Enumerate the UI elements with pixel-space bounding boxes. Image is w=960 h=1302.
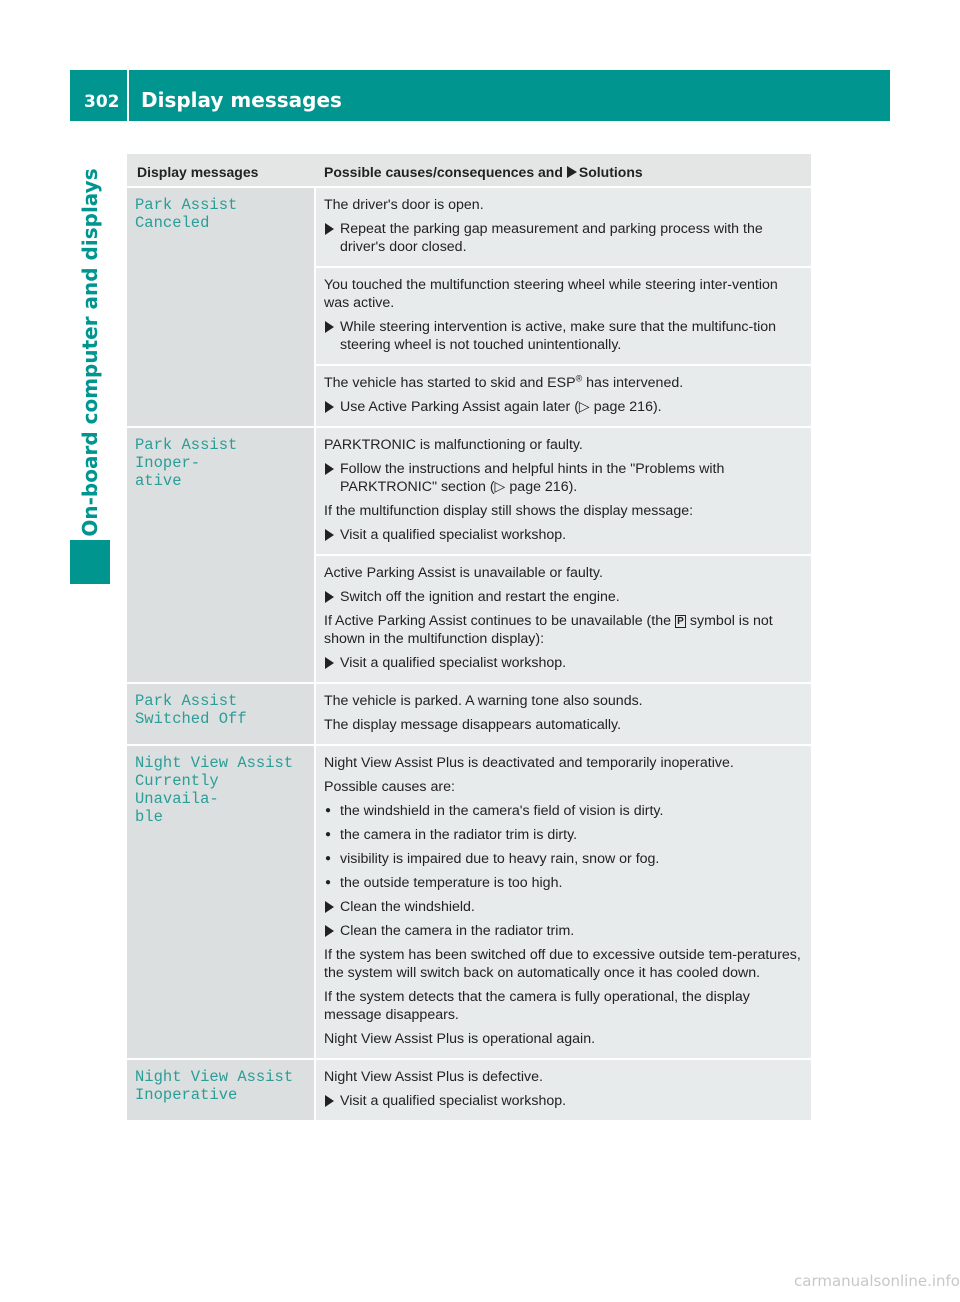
solution-step: Switch off the ignition and restart the engine. — [324, 588, 803, 606]
solution-cell — [316, 684, 811, 744]
play-arrow-icon — [567, 166, 577, 178]
cause-text: If the system detects that the camera is fully operational, the display message disappears. — [324, 989, 750, 1023]
registered-mark: ® — [575, 373, 583, 384]
cause-text: Possible causes are: — [324, 779, 455, 795]
cause-text: If the system has been switched off due to excessive outside tem-peratures, the system will switch back on automatically once it has cooled down. — [324, 947, 801, 981]
column-header-causes — [314, 154, 811, 186]
solution-cell — [316, 366, 811, 426]
solution-step: Clean the camera in the radiator trim. — [324, 922, 803, 940]
display-message: Night View Assist Currently Unavaila‐ ble — [135, 754, 294, 826]
cause-text: PARKTRONIC is malfunctioning or faulty. — [324, 437, 583, 453]
solution-cell — [316, 428, 811, 554]
cause-text — [324, 612, 803, 648]
cause-text: The display message disappears automatically. — [324, 717, 622, 733]
cause-text: You touched the multifunction steering wheel while steering inter-vention was active. — [324, 277, 778, 311]
solution-step: Follow the instructions and helpful hints in the "Problems with PARKTRONIC" section (▷ page 216). — [324, 460, 803, 496]
cause-bullet: ● the camera in the radiator trim is dirty. — [324, 826, 803, 844]
display-message: Park Assist Inoper‐ ative — [135, 436, 238, 490]
cause-text: The driver's door is open. — [324, 197, 484, 213]
message-cell — [127, 746, 314, 1058]
display-message: Park Assist Switched Off — [135, 692, 247, 728]
table-row — [127, 188, 811, 426]
cause-text: The vehicle is parked. A warning tone also sounds. — [324, 693, 643, 709]
table-row — [127, 428, 811, 682]
solution-cell — [316, 188, 811, 266]
watermark: carmanualsonline.info — [794, 1272, 960, 1290]
column-header-messages: Display messages — [137, 164, 259, 180]
cause-text-part: symbol is not shown in the multifunction display): — [324, 613, 773, 647]
solution-step: Visit a qualified specialist workshop. — [324, 654, 803, 672]
side-tab — [70, 121, 110, 584]
solution-column — [316, 188, 811, 426]
table-header — [127, 154, 811, 186]
cause-text-part: has intervened. — [582, 375, 684, 391]
page-header — [70, 70, 890, 121]
cause-text: Night View Assist Plus is operational again. — [324, 1031, 596, 1047]
table-row — [127, 746, 811, 1058]
solution-column — [316, 428, 811, 682]
solution-column — [316, 684, 811, 744]
cause-text — [324, 374, 803, 392]
solution-step: Clean the windshield. — [324, 898, 803, 916]
cause-text: If the multifunction display still shows the display message: — [324, 503, 694, 519]
message-cell — [127, 188, 314, 426]
cause-text: Night View Assist Plus is deactivated and temporarily inoperative. — [324, 755, 734, 771]
side-tab-label: On-board computer and displays — [78, 168, 102, 537]
message-cell — [127, 1060, 314, 1120]
solution-column — [316, 1060, 811, 1120]
solution-step: Use Active Parking Assist again later (▷ page 216). — [324, 398, 803, 416]
cause-text: Active Parking Assist is unavailable or faulty. — [324, 565, 603, 581]
page-number: 302 — [84, 92, 120, 112]
solution-step: Visit a qualified specialist workshop. — [324, 526, 803, 544]
cause-bullet: ● the outside temperature is too high. — [324, 874, 803, 892]
cause-bullet: ● visibility is impaired due to heavy rain, snow or fog. — [324, 850, 803, 868]
cause-text: Night View Assist Plus is defective. — [324, 1069, 543, 1085]
column-header-causes-text: Possible causes/consequences and — [324, 164, 563, 180]
solution-cell — [316, 1060, 811, 1120]
solution-step: Visit a qualified specialist workshop. — [324, 1092, 803, 1110]
solution-column — [316, 746, 811, 1058]
solution-step: While steering intervention is active, make sure that the multifunc-tion steering wheel is not touched unintentionally. — [324, 318, 803, 354]
cause-text-part: If Active Parking Assist continues to be unavailable (the — [324, 613, 672, 629]
table-row — [127, 1060, 811, 1120]
page-title: Display messages — [141, 88, 342, 112]
table-row — [127, 684, 811, 744]
display-message: Park Assist Canceled — [135, 196, 238, 232]
solution-step: Repeat the parking gap measurement and parking process with the driver's door closed. — [324, 220, 803, 256]
side-tab-marker — [70, 540, 110, 584]
column-header-solutions-text: Solutions — [578, 164, 643, 180]
display-messages-table — [127, 154, 811, 1120]
message-cell — [127, 428, 314, 682]
header-divider — [127, 70, 129, 121]
solution-cell — [316, 746, 811, 1058]
cause-bullet: ● the windshield in the camera's field of vision is dirty. — [324, 802, 803, 820]
display-message: Night View Assist Inoperative — [135, 1068, 294, 1104]
cause-text-part: The vehicle has started to skid and ESP — [324, 375, 576, 391]
solution-cell — [316, 556, 811, 682]
solution-cell — [316, 268, 811, 364]
message-cell — [127, 684, 314, 744]
parking-symbol-icon: P — [675, 615, 686, 628]
